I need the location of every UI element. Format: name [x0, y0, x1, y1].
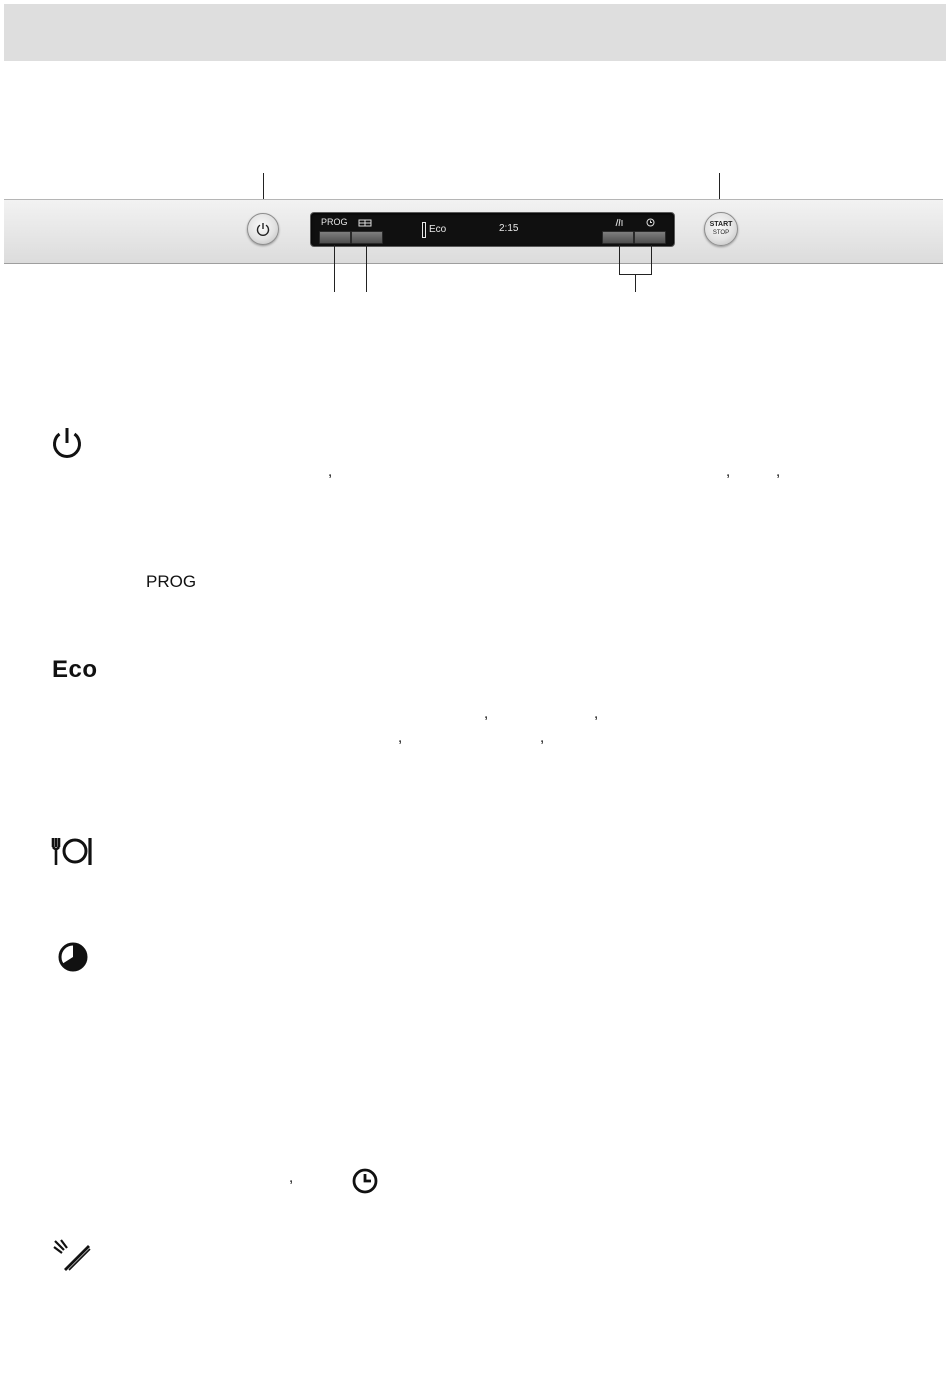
display-prog-label: PROG — [321, 217, 348, 227]
start-stop-button[interactable] — [704, 212, 738, 246]
punctuation: , — [484, 705, 489, 722]
punctuation: , — [289, 1169, 294, 1186]
power-icon — [50, 425, 84, 461]
punctuation: , — [540, 729, 545, 746]
punctuation: , — [776, 463, 781, 480]
clock-icon — [351, 1167, 379, 1195]
prog-button[interactable] — [319, 231, 351, 244]
callout-line-prog — [334, 245, 335, 292]
eco-indicator-icon — [422, 222, 426, 238]
half-load-button[interactable] — [351, 231, 383, 244]
punctuation: , — [726, 463, 731, 480]
delay-button[interactable] — [634, 231, 666, 244]
tableware-icon — [50, 835, 94, 867]
half-load-icon — [57, 941, 89, 973]
half-load-icon — [358, 219, 372, 227]
header-band — [4, 4, 946, 61]
callout-line-delay — [651, 245, 652, 275]
display-panel — [310, 212, 675, 247]
power-button[interactable] — [247, 213, 279, 245]
extra-dry-button[interactable] — [602, 231, 634, 244]
extra-dry-icon — [614, 217, 624, 227]
punctuation: , — [398, 729, 403, 746]
callout-line-bracket — [635, 274, 636, 292]
callout-line-half-load — [366, 245, 367, 292]
eco-label: Eco — [52, 656, 98, 683]
start-label: START — [709, 221, 733, 228]
power-icon — [255, 221, 271, 237]
punctuation: , — [594, 705, 599, 722]
display-time: 2:15 — [499, 223, 519, 234]
prog-label: PROG — [146, 572, 197, 591]
punctuation: , — [328, 463, 333, 480]
stop-label: STOP — [712, 230, 730, 236]
display-eco-label: Eco — [429, 224, 447, 235]
clock-icon — [646, 218, 655, 227]
callout-line-extra-dry — [619, 245, 620, 275]
rinse-aid-icon — [52, 1238, 92, 1272]
